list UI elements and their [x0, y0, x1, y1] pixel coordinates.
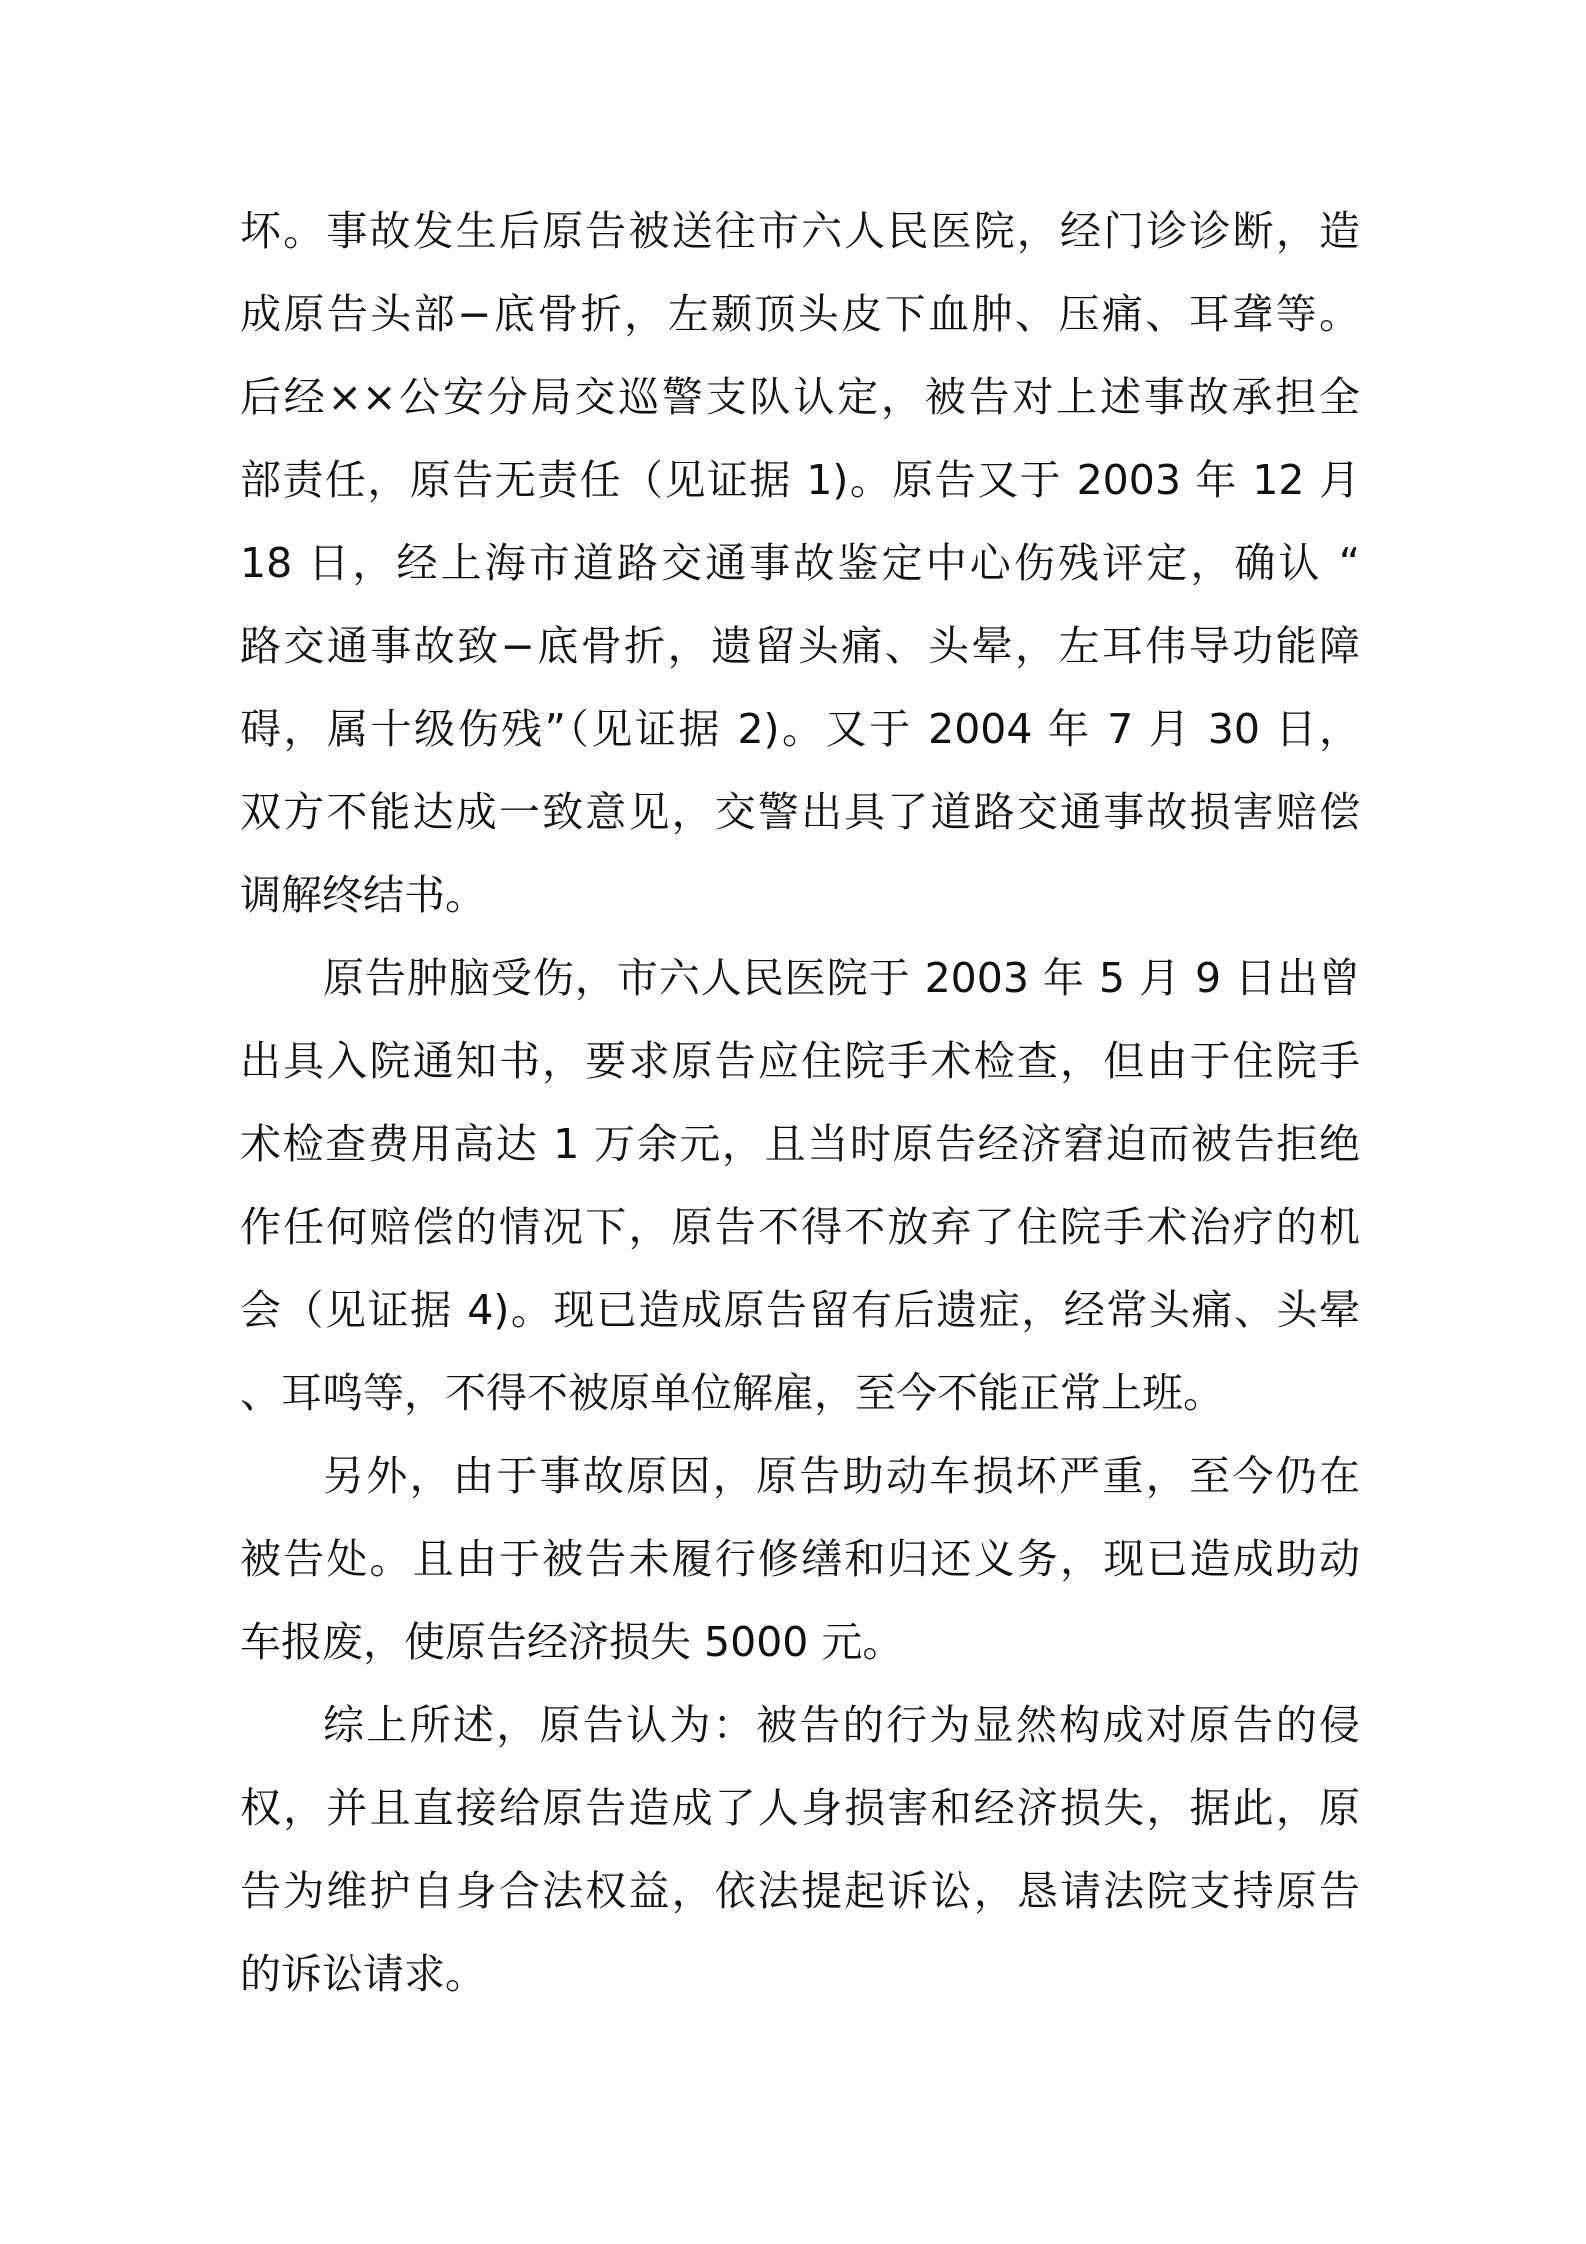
text-line: 被告处。且由于被告未履行修缮和归还义务，现已造成助动: [240, 1535, 1360, 1583]
text-line: 的诉讼请求。: [240, 1950, 486, 1998]
text-line: 作任何赔偿的情况下，原告不得不放弃了住院手术治疗的机: [240, 1203, 1360, 1251]
text-line: 术检查费用高达 1 万余元，且当时原告经济窘迫而被告拒绝: [240, 1120, 1360, 1168]
document-body: [240, 190, 1360, 2016]
paragraph-4: [240, 1684, 1360, 2016]
paragraph-1: [240, 190, 1360, 937]
text-line: 坏。事故发生后原告被送往市六人民医院，经门诊诊断，造: [240, 207, 1360, 255]
paragraph-3: [240, 1435, 1360, 1684]
text-line: 后经××公安分局交巡警支队认定，被告对上述事故承担全: [240, 373, 1360, 421]
text-line: 会（见证据 4)。现已造成原告留有后遗症，经常头痛、头晕: [240, 1286, 1360, 1334]
text-line: 另外，由于事故原因，原告助动车损坏严重，至今仍在: [323, 1452, 1360, 1500]
text-line: 权，并且直接给原告造成了人身损害和经济损失，据此，原: [240, 1784, 1360, 1832]
text-line: 碍，属十级伤残”（见证据 2)。又于 2004 年 7 月 30 日，: [240, 705, 1360, 753]
text-line: 18 日，经上海市道路交通事故鉴定中心伤残评定，确认 “: [240, 539, 1360, 587]
paragraph-2: [240, 937, 1360, 1435]
text-line: 、耳鸣等，不得不被原单位解雇，至今不能正常上班。: [240, 1369, 1224, 1417]
text-line: 告为维护自身合法权益，依法提起诉讼，恳请法院支持原告: [240, 1867, 1360, 1915]
text-line: 车报废，使原告经济损失 5000 元。: [240, 1618, 904, 1666]
text-line: 成原告头部−底骨折，左颞顶头皮下血肿、压痛、耳聋等。: [240, 290, 1360, 338]
text-line: 路交通事故致−底骨折，遗留头痛、头晕，左耳伟导功能障: [240, 622, 1360, 670]
text-line: 部责任，原告无责任（见证据 1)。原告又于 2003 年 12 月: [240, 456, 1360, 504]
text-line: 调解终结书。: [240, 871, 486, 919]
text-line: 综上所述，原告认为：被告的行为显然构成对原告的侵: [323, 1701, 1360, 1749]
text-line: 原告肿脑受伤，市六人民医院于 2003 年 5 月 9 日出曾: [323, 954, 1360, 1002]
text-line: 双方不能达成一致意见，交警出具了道路交通事故损害赔偿: [240, 788, 1360, 836]
text-line: 出具入院通知书，要求原告应住院手术检查，但由于住院手: [240, 1037, 1360, 1085]
